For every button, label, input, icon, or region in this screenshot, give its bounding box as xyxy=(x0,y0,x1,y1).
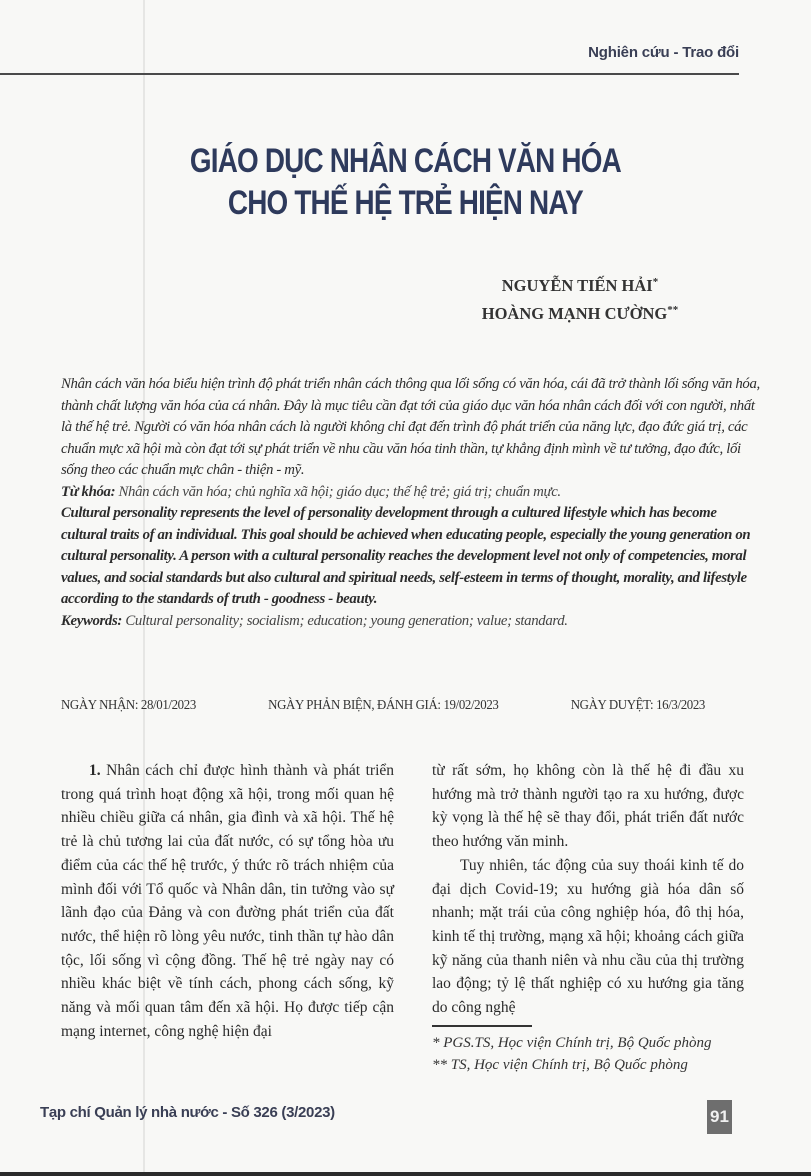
section-header: Nghiên cứu - Trao đổi xyxy=(588,44,739,61)
body-paragraph: Tuy nhiên, tác động của suy thoái kinh tế do đại dịch Covid-19; xu hướng già hóa dân số nhanh; mặt trái của công nghiệp hóa, đô thị hóa, kinh tế thị trường, mạng xã hội; khoảng cách giữa kỹ năng của thanh niên và nhu cầu của thị trường lao động; tỷ lệ thất nghiệp có xu hướng gia tăng do công nghệ xyxy=(432,856,744,1017)
abstract-vietnamese: Nhân cách văn hóa biểu hiện trình độ phát triển nhân cách thông qua lối sống có văn hóa, cái đã trở thành lối sống văn hóa, thành chất lượng văn hóa của cá nhân. Đây là mục tiêu cần đạt tới của giáo dục văn hóa nhân cách đối với con người, nhất là thế hệ trẻ. Người có văn hóa nhân cách là người không chỉ đạt đến trình độ phát triển của năng lực, đạo đức giá trị, các chuẩn mực xã hội mà còn đạt tới sự phát triển về nhu cầu văn hóa tinh thần, tự khẳng định mình về tư tưởng, đạo đức, lối sống theo các chuẩn mực chân - thiện - mỹ. xyxy=(61,376,760,478)
body-column-right xyxy=(432,759,744,1020)
body-column-left xyxy=(61,759,394,1043)
footnotes xyxy=(432,1032,762,1076)
footnote: * PGS.TS, Học viện Chính trị, Bộ Quốc phòng xyxy=(432,1035,712,1051)
keywords-vietnamese: Từ khóa: Nhân cách văn hóa; chủ nghĩa xã hội; giáo dục; thế hệ trẻ; giá trị; chuẩn mực. xyxy=(61,483,561,500)
scan-edge xyxy=(0,1172,811,1176)
footnote-mark: * xyxy=(652,276,659,288)
date-received: NGÀY NHẬN: 28/01/2023 xyxy=(61,698,196,713)
body-paragraph: từ rất sớm, họ không còn là thế hệ đi đầu xu hướng mà trở thành người tạo ra xu hướng, được kỳ vọng là thế hệ sẽ thay đổi, phát triển đất nước theo hướng văn minh. xyxy=(432,762,744,851)
body-paragraph: 1. Nhân cách chỉ được hình thành và phát triển trong quá trình hoạt động xã hội, trong mối quan hệ nhiều chiều giữa cá nhân, gia đình và xã hội. Thế hệ trẻ là chủ tương lai của đất nước, có sự tổng hòa ưu điểm của các thế hệ trước, ý thức rõ trách nhiệm của mình đối với Tổ quốc và Nhân dân, tin tưởng vào sự lãnh đạo của Đảng và con đường phát triển của đất nước, thể hiện rõ lòng yêu nước, tinh thần tự hào dân tộc, lối sống vì cộng đồng. Thế hệ trẻ ngày nay có nhiều khác biệt về tính cách, phong cách sống, kỹ năng và mối quan tâm đến xã hội. Họ được tiếp cận mạng internet, công nghệ hiện đại xyxy=(61,762,395,1040)
footnote: ** TS, Học viện Chính trị, Bộ Quốc phòng xyxy=(432,1057,688,1073)
section-number: 1. xyxy=(89,762,101,779)
page-number-badge: 91 xyxy=(707,1100,732,1134)
author: HOÀNG MẠNH CƯỜNG** xyxy=(481,304,679,323)
title-line-1: GIÁO DỤC NHÂN CÁCH VĂN HÓA xyxy=(189,142,621,180)
footnote-mark: ** xyxy=(667,304,679,316)
keywords-label: Từ khóa: xyxy=(61,483,116,500)
header-rule xyxy=(0,73,739,75)
keywords-english: Keywords: Cultural personality; socialism; education; young generation; value; standard. xyxy=(61,612,568,629)
journal-footer: Tạp chí Quản lý nhà nước - Số 326 (3/2023) xyxy=(40,1104,335,1121)
abstract-block xyxy=(61,374,761,632)
date-approved: NGÀY DUYỆT: 16/3/2023 xyxy=(570,698,705,713)
title-line-2: CHO THẾ HỆ TRẺ HIỆN NAY xyxy=(227,184,583,222)
date-reviewed: NGÀY PHẢN BIỆN, ĐÁNH GIÁ: 19/02/2023 xyxy=(268,698,499,713)
keywords-label: Keywords: xyxy=(61,612,122,629)
article-title xyxy=(73,140,738,224)
footnote-divider xyxy=(432,1025,532,1027)
author-list xyxy=(430,270,730,326)
article-dates xyxy=(61,698,705,714)
abstract-english: Cultural personality represents the level of personality development through a cultured lifestyle which has become cultural traits of an individual. This goal should be achieved when educating people, especially the young generation on cultural personality. A person with a cultural personality reaches the development level not only of competencies, moral values, and social standards but also cultural and spiritual needs, self-esteem in terms of thought, morality, and lifestyle according to the standards of truth - goodness - beauty. xyxy=(61,505,751,607)
author: NGUYỄN TIẾN HẢI* xyxy=(501,276,659,295)
